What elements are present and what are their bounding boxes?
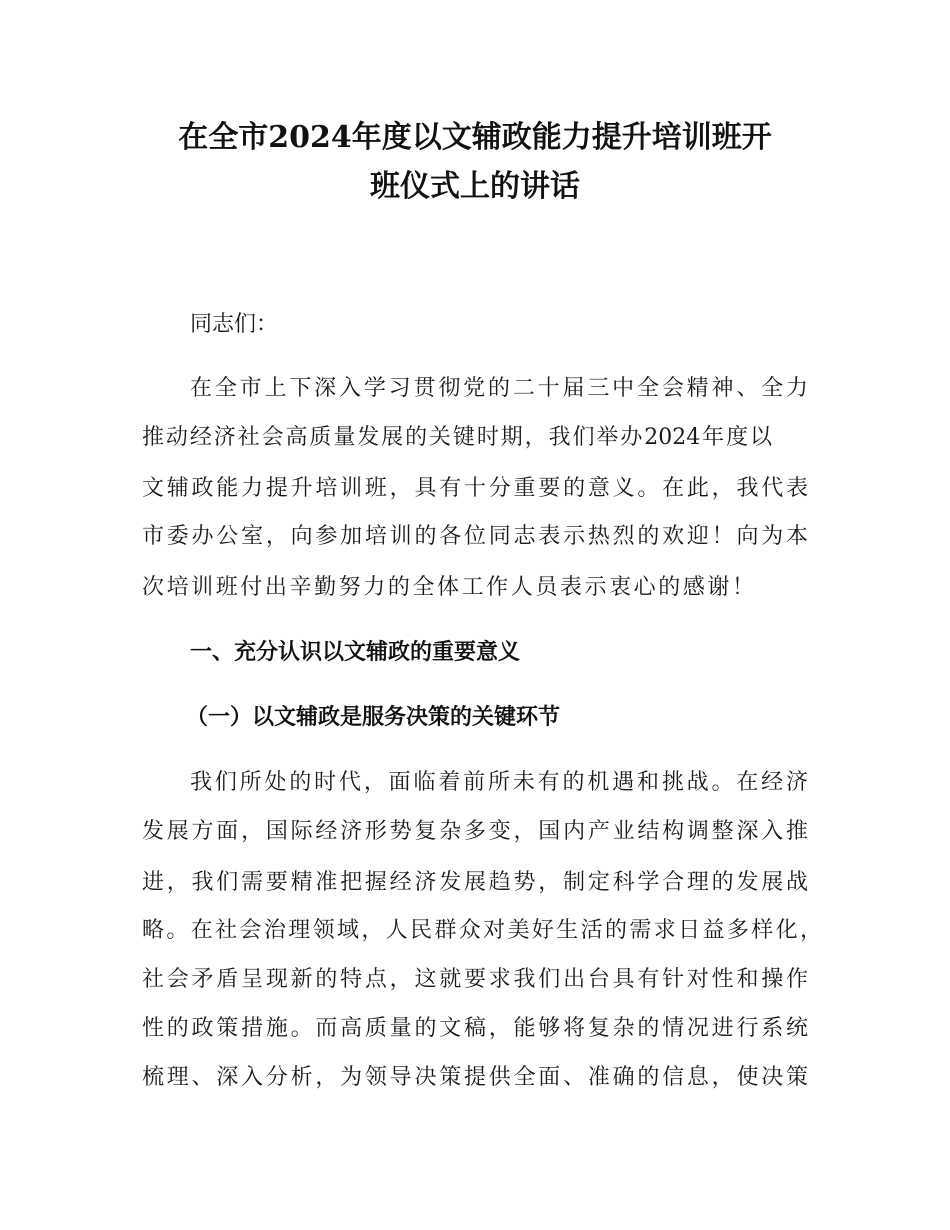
intro-line-1: 在全市上下深入学习贯彻党的二十届三中全会精神、全力 [190, 376, 808, 401]
body-line-3: 进，我们需要精准把握经济发展趋势，制定科学合理的发展战 [142, 870, 808, 895]
document-title-line-2: 班仪式上的讲话 [370, 169, 580, 204]
body-line-1: 我们所处的时代，面临着前所未有的机遇和挑战。在经济 [190, 770, 808, 795]
body-line-4: 略。在社会治理领域，人民群众对美好生活的需求日益多样化， [142, 918, 822, 943]
subsection-heading: （一）以文辅政是服务决策的关键环节 [186, 705, 561, 730]
body-line-7: 梳理、深入分析，为领导决策提供全面、准确的信息，使决策 [142, 1065, 808, 1090]
body-line-5: 社会矛盾呈现新的特点，这就要求我们出台具有针对性和操作 [142, 967, 808, 992]
body-line-2: 发展方面，国际经济形势复杂多变，国内产业结构调整深入推 [142, 819, 808, 844]
section-heading: 一、充分认识以文辅政的重要意义 [190, 640, 521, 665]
salutation: 同志们： [190, 312, 279, 337]
intro-line-2: 推动经济社会高质量发展的关键时期，我们举办2024年度以 [142, 425, 772, 450]
intro-line-3: 文辅政能力提升培训班，具有十分重要的意义。在此，我代表 [142, 476, 808, 501]
document-title-line-1: 在全市2024年度以文辅政能力提升培训班开 [178, 120, 772, 155]
intro-line-4: 市委办公室，向参加培训的各位同志表示热烈的欢迎！向为本 [142, 524, 808, 549]
body-line-6: 性的政策措施。而高质量的文稿，能够将复杂的情况进行系统 [142, 1016, 808, 1041]
intro-line-5: 次培训班付出辛勤努力的全体工作人员表示衷心的感谢！ [142, 575, 754, 600]
